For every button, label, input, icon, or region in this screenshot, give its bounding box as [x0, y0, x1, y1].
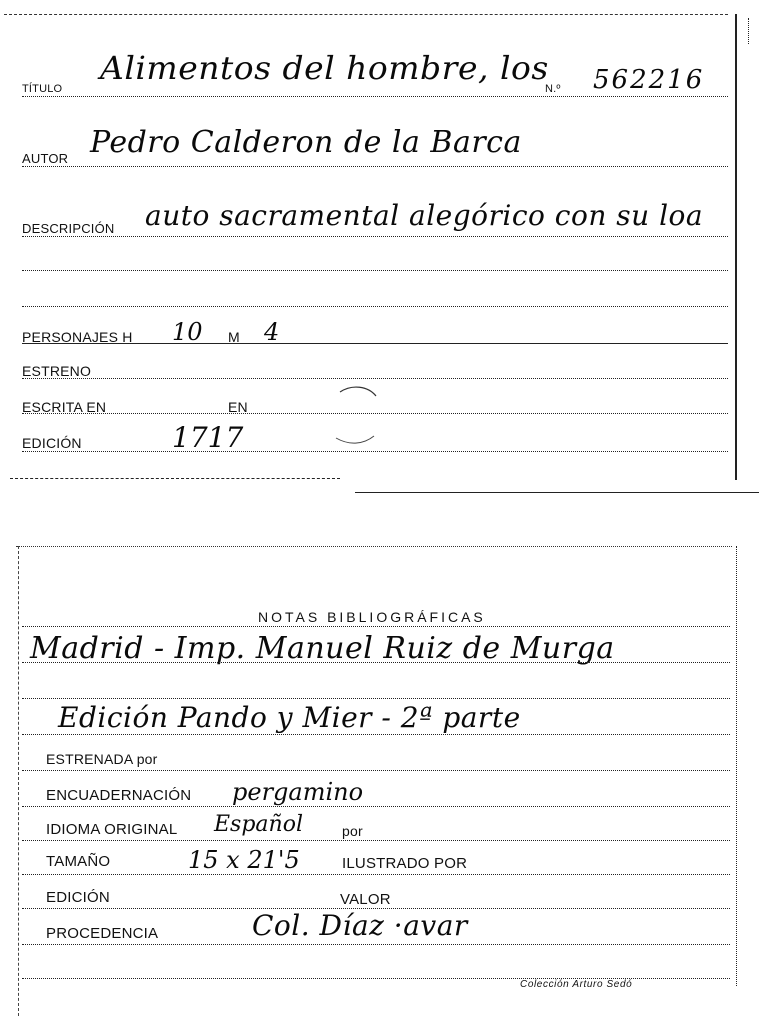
- procedencia-value: Col. Díaz ·avar: [252, 909, 468, 942]
- edicion-label-bottom: EDICIÓN: [46, 889, 110, 906]
- titulo-label: TÍTULO: [22, 83, 63, 95]
- nota-line-1: Madrid - Imp. Manuel Ruiz de Murga: [30, 631, 615, 666]
- personajes-m-value: 4: [264, 318, 280, 346]
- estreno-line: [22, 378, 728, 379]
- valor-label: VALOR: [340, 891, 391, 908]
- tamano-label: TAMAÑO: [46, 853, 111, 870]
- card-right-border: [736, 546, 737, 986]
- catalog-card-bottom: [0, 540, 759, 1028]
- en-label: EN: [228, 399, 248, 415]
- card-right-border-outer: [748, 18, 749, 44]
- descripcion-line-2: [22, 270, 728, 271]
- descripcion-label: DESCRIPCIÓN: [22, 221, 115, 236]
- card-top-border: [16, 546, 732, 547]
- idioma-label: IDIOMA ORIGINAL: [46, 821, 178, 838]
- card-bottom-dotted: [10, 478, 340, 479]
- autor-line: [22, 166, 728, 167]
- numero-value: 562216: [593, 65, 705, 95]
- titulo-line: [22, 96, 728, 97]
- edicion-line: [22, 451, 728, 452]
- idioma-rule: [22, 840, 730, 841]
- descripcion-line-3: [22, 306, 728, 307]
- encuadernacion-value: pergamino: [232, 778, 364, 806]
- idioma-value: Español: [214, 812, 303, 837]
- card-right-border: [735, 14, 737, 480]
- descripcion-line-1: [22, 236, 728, 237]
- personajes-m-label: M: [228, 329, 240, 345]
- procedencia-rule: [22, 944, 730, 945]
- tamano-rule: [22, 874, 730, 875]
- card-bottom-border: [355, 492, 759, 493]
- escrita-label: ESCRITA EN: [22, 399, 107, 415]
- descripcion-value: auto sacramental alegórico con su loa: [145, 199, 704, 232]
- nota-line-1-rule: [22, 626, 730, 627]
- nota-line-2: Edición Pando y Mier - 2ª parte: [58, 701, 521, 734]
- catalog-card-top: [0, 0, 759, 500]
- coleccion-footer: Colección Arturo Sedó: [520, 979, 633, 990]
- numero-label: N.º: [545, 83, 561, 95]
- nota-line-3-rule: [22, 698, 730, 699]
- personajes-label: PERSONAJES H: [22, 329, 133, 345]
- encuadernacion-label: ENCUADERNACIÓN: [46, 787, 192, 804]
- card-left-border: [18, 546, 19, 1016]
- autor-label: AUTOR: [22, 151, 69, 166]
- estrenada-rule: [22, 770, 730, 771]
- edicion-value: 1717: [172, 421, 244, 454]
- por-label: por: [342, 823, 363, 839]
- personajes-line: [22, 343, 728, 344]
- scan-smudge: [330, 380, 390, 450]
- encuadernacion-rule: [22, 806, 730, 807]
- procedencia-label: PROCEDENCIA: [46, 925, 159, 942]
- tamano-value: 15 x 21'5: [188, 846, 300, 874]
- estrenada-label: ESTRENADA por: [46, 751, 158, 767]
- autor-value: Pedro Calderon de la Barca: [90, 125, 522, 160]
- personajes-h-value: 10: [172, 318, 203, 346]
- nota-line-4-rule: [22, 734, 730, 735]
- card-top-border: [4, 14, 728, 15]
- estreno-label: ESTRENO: [22, 363, 92, 379]
- ilustrado-label: ILUSTRADO POR: [342, 855, 468, 872]
- edicion-label: EDICIÓN: [22, 435, 82, 451]
- notas-heading: NOTAS BIBLIOGRÁFICAS: [258, 609, 486, 625]
- nota-line-2-rule: [22, 662, 730, 663]
- titulo-value: Alimentos del hombre, los: [100, 49, 549, 87]
